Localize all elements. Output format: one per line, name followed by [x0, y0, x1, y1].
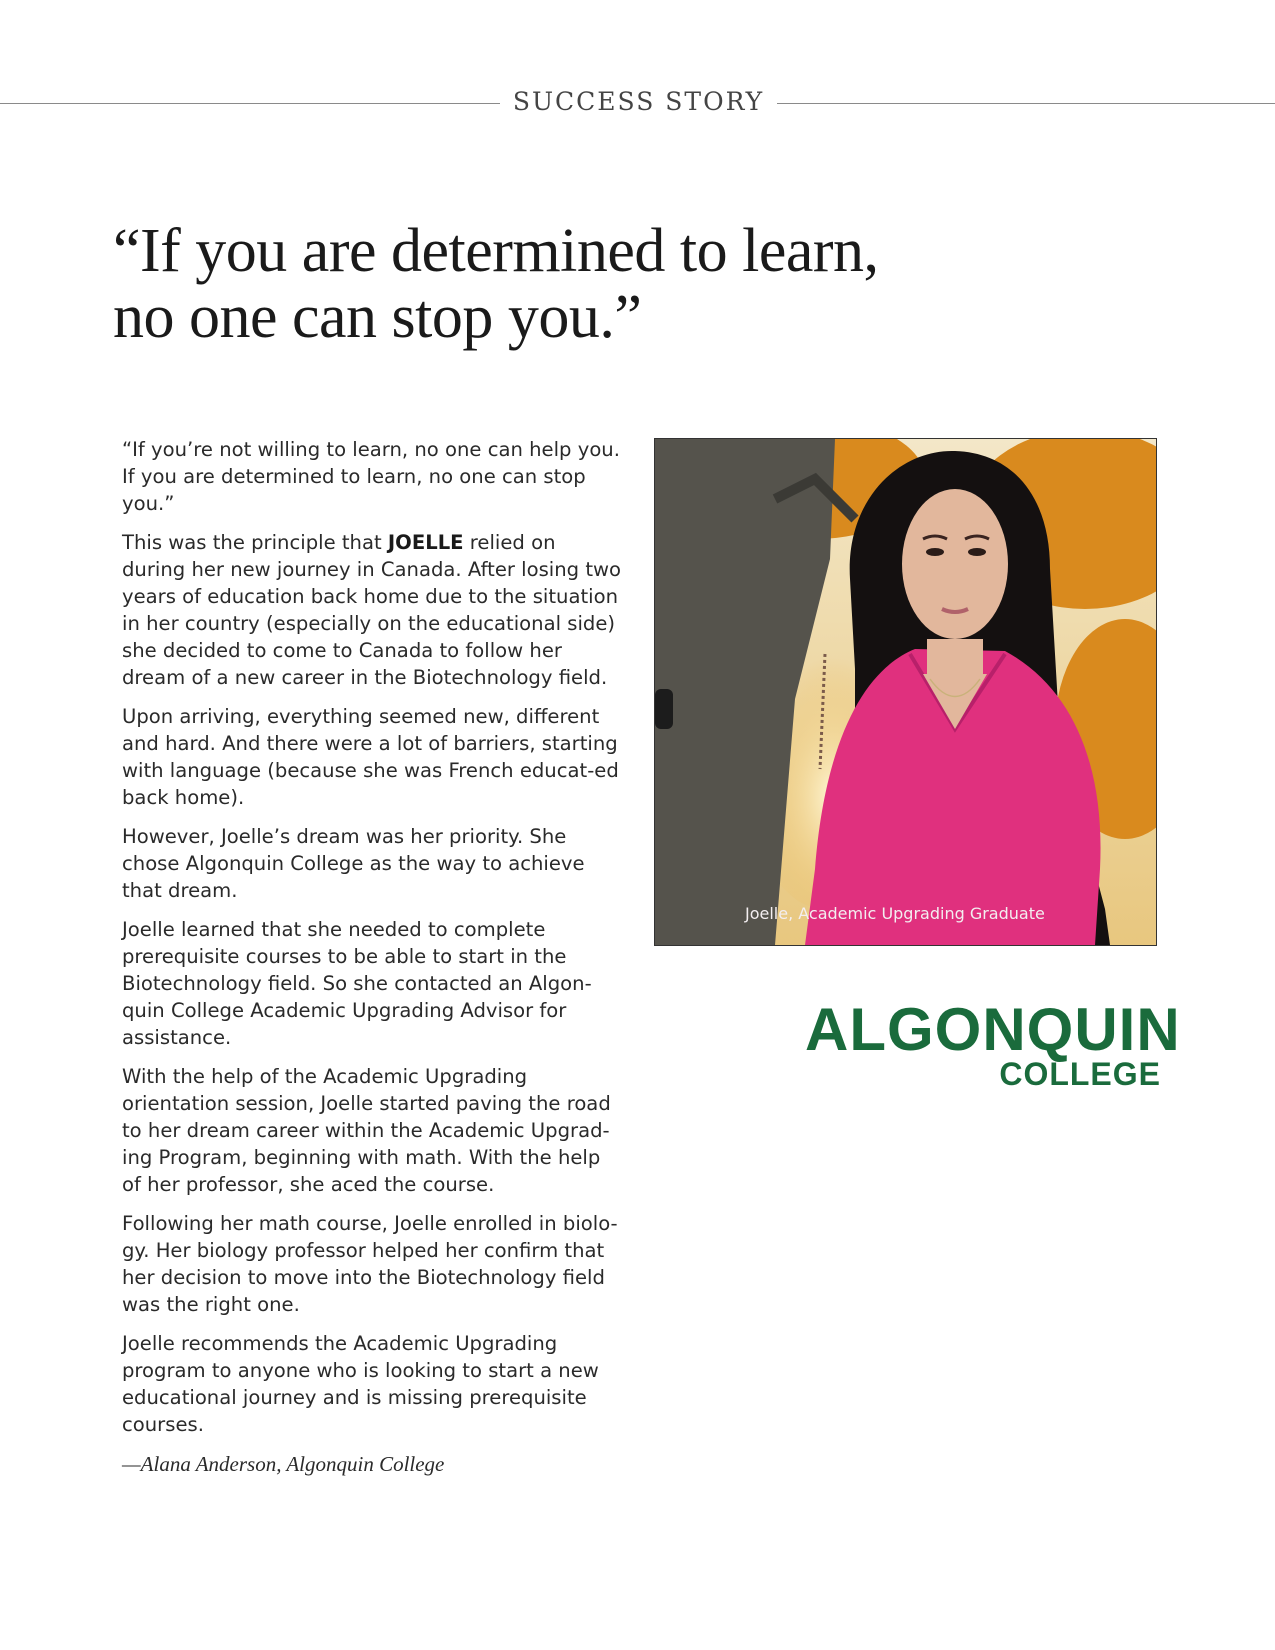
headline-line-1: “If you are determined to learn, [113, 217, 879, 285]
text-run: relied on during her new journey in Canada. After losing two years of education back home due to the situation in her country (especially on the educational side) she decided to come to Canada to follow her dream of a new career in the Biotechnology field. [122, 531, 622, 689]
header-rule-left [0, 103, 500, 104]
article-paragraph: With the help of the Academic Upgrading orientation session, Joelle started paving the road to her dream career within the Academic Upgrad-ing Program, beginning with math. With the help of her professor, she aced the course. [122, 1065, 611, 1196]
article-paragraph: Joelle recommends the Academic Upgrading program to anyone who is looking to start a new educational journey and is missing prerequisite courses. [122, 1332, 599, 1436]
article-paragraph [122, 529, 622, 691]
right-eye [968, 548, 986, 556]
algonquin-college-logo [805, 996, 1181, 1092]
headline-line-2: no one can stop you.” [113, 283, 642, 351]
article-paragraph: Upon arriving, everything seemed new, different and hard. And there were a lot of barriers, starting with language (because she was French educat-ed back home). [122, 705, 619, 809]
left-eye [926, 548, 944, 556]
neck [927, 639, 983, 674]
portrait-illustration [655, 439, 1156, 945]
photo-caption: Joelle, Academic Upgrading Graduate [745, 904, 1045, 923]
student-name: JOELLE [387, 531, 464, 554]
byline: —Alana Anderson, Algonquin College [122, 1452, 445, 1476]
student-photo [654, 438, 1157, 946]
article-paragraph: “If you’re not willing to learn, no one can help you. If you are determined to learn, no one can stop you.” [122, 438, 620, 515]
lamp-post [655, 689, 673, 729]
logo-wordmark: ALGONQUIN [805, 996, 1181, 1063]
section-label: SUCCESS STORY [512, 87, 765, 116]
header-rule-right [777, 103, 1275, 104]
article-body [122, 436, 622, 1478]
article-paragraph: However, Joelle’s dream was her priority. She chose Algonquin College as the way to achieve that dream. [122, 825, 585, 902]
headline-quote [113, 218, 1013, 350]
text-run: This was the principle that [122, 531, 388, 554]
article-paragraph: Joelle learned that she needed to complete prerequisite courses to be able to start in the Biotechnology field. So she contacted an Algon-quin College Academic Upgrading Advisor for assistance. [122, 918, 592, 1049]
article-paragraph: Following her math course, Joelle enrolled in biolo-gy. Her biology professor helped her confirm that her decision to move into the Biotechnology field was the right one. [122, 1212, 618, 1316]
logo-subtitle: COLLEGE [999, 1056, 1161, 1092]
face [902, 489, 1008, 639]
